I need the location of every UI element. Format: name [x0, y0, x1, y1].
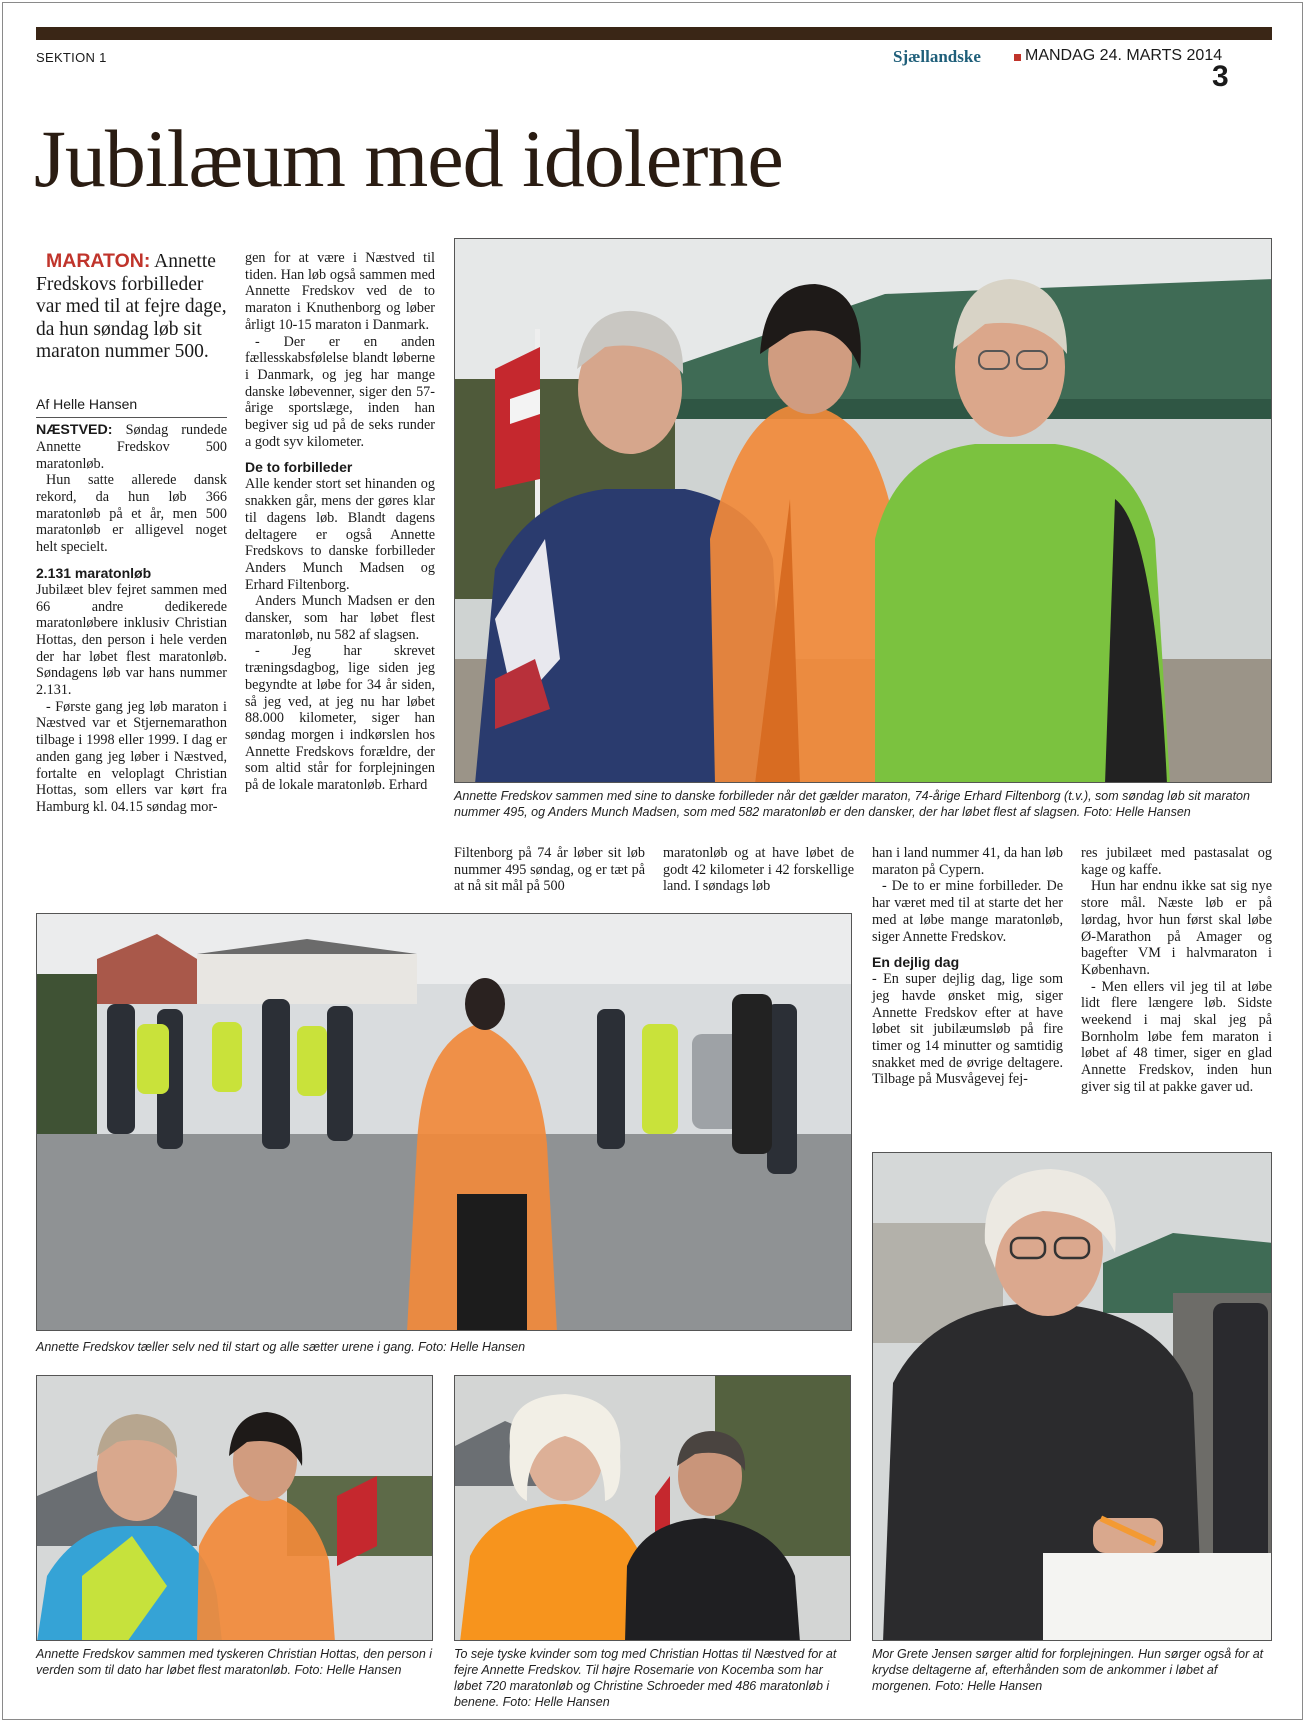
paragraph: maratonløb og at have løbet de godt 42 kilometer i 42 forskellige land. I søndags løb [663, 845, 854, 895]
subheading: En dejlig dag [872, 954, 960, 971]
article-column-4 [663, 845, 854, 895]
article-column-5 [872, 845, 1063, 1088]
paragraph: - Der er en anden fællesskabsfølelse blandt løberne i Danmark, og jeg har mange danske løbevenner, siger den 57-årige sportslæge, inden han begiver sig ud på de seks runder a godt syv kilometer. [245, 333, 435, 450]
paragraph: gen for at være i Næstved til tiden. Han løb også sammen med Annette Fredskov ved de to maraton i Knuthenborg og løber årligt 10-15 maraton i Danmark. [245, 250, 435, 333]
paragraph: NÆSTVED: Søndag rundede Annette Fredskov 500 maratonløb. [36, 422, 227, 472]
caption-start-photo: Annette Fredskov tæller selv ned til start og alle sætter urene i gang. Foto: Helle Hansen [36, 1340, 526, 1354]
paragraph: res jubilæet med pastasalat og kage og kaffe. [1081, 845, 1272, 878]
dateline: NÆSTVED: [36, 422, 113, 439]
issue-date: MANDAG 24. MARTS 2014 [1025, 47, 1223, 64]
article-column-6 [1081, 845, 1272, 1096]
lead-text: Annette Fredskovs forbilleder var med til at fejre dage, da hun søndag løb sit maraton nummer 500. [36, 251, 227, 362]
photo-start-crowd [36, 913, 852, 1331]
newspaper-name: Sjællandske [893, 47, 981, 66]
paragraph: - Jeg har skrevet træningsdagbog, lige siden jeg begyndte at løbe for 34 år siden, så jeg ved, at jeg nu har løbet 88.000 kilometer, siger han søndag morgen i indkørslen hos Annette Fredskovs forældre, der som altid står for forplejningen på de lokale maratonløb. Erhard [245, 643, 435, 794]
top-rule [36, 27, 1272, 40]
paragraph: Filtenborg på 74 år løber sit løb nummer 495 søndag, og er tæt på at nå sit mål på 500 [454, 845, 645, 895]
paragraph: - Men ellers vil jeg til at løbe lidt flere længere løb. Sidste weekend i maj skal jeg på Bornholm løbe fem maraton i løbet af 48 timer, siger en glad Annette Fredskov, inden hun giver sig til at pakke gaver ud. [1081, 978, 1272, 1095]
lead-paragraph [36, 250, 227, 364]
paragraph: Jubilæet blev fejret sammen med 66 andre dedikerede maratonløbere inklusiv Christian Hottas, den person i hele verden der har løbet flest maratonløb. Søndagens løb var hans nummer 2.131. [36, 581, 227, 699]
paragraph: Anders Munch Madsen er den dansker, som har løbet flest maratonløb, nu 582 af slagsen. [245, 593, 435, 643]
paragraph: Alle kender stort set hinanden og snakken går, mens der gøres klar til dagens løb. Blandt dagens deltagere er også Annette Fredskovs to danske forbilleder Anders Munch Madsen og Erhard Filtenborg. [245, 476, 435, 593]
caption-women-photo: To seje tyske kvinder som tog med Christian Hottas til Næstved for at fejre Annette Fredskov. Til højre Rosemarie von Kocemba som har løbet 720 maratonløb og Christine Schroeder med 486 maratonløb i benene. Foto: Helle Hansen [454, 1647, 837, 1709]
subheading: 2.131 maratonløb [36, 564, 152, 581]
photo-start-image [37, 914, 852, 1331]
article-column-2 [245, 250, 435, 794]
photo-hottas-image [37, 1376, 433, 1641]
article-column-1 [36, 250, 227, 816]
photo-mother [872, 1152, 1272, 1641]
caption-mother-photo: Mor Grete Jensen sørger altid for forplejningen. Hun sørger også for at krydse deltagerne af, efterhånden som de ankommer i løbet af morgenen. Foto: Helle Hansen [872, 1647, 1264, 1693]
byline: Af Helle Hansen [36, 396, 227, 419]
photo-women-image [455, 1376, 851, 1641]
paragraph: - De to er mine forbilleder. De har været med til at starte det her med at løbe mange maratonløb, siger Annette Fredskov. [872, 878, 1063, 945]
photo-main-three-runners [454, 238, 1272, 783]
photo-main-image [455, 239, 1272, 783]
photo-mother-image [873, 1153, 1272, 1641]
page-number: 3 [1212, 60, 1229, 93]
caption-main-photo: Annette Fredskov sammen med sine to danske forbilleder når det gælder maraton, 74-årige Erhard Filtenborg (t.v.), som søndag løb sit maraton nummer 495, og Anders Munch Madsen, som med 582 maratonløb er den dansker, der har løbet flest af slagsen. Foto: Helle Hansen [454, 789, 1250, 819]
paragraph: - En super dejlig dag, lige som jeg havde ønsket mig, siger Annette Fredskov efter at have løbet sit jubilæumsløb på fire timer og 14 minutter og samtidig snakket med de øvrige deltagere. Tilbage på Musvågevej fej- [872, 971, 1063, 1088]
paragraph: Hun har endnu ikke sat sig nye store mål. Næste løb er på lørdag, hvor hun først skal løbe Ø-Marathon på Amager og bagefter VM i halvmaraton i København. [1081, 878, 1272, 978]
kicker: MARATON: [46, 250, 151, 272]
headline: Jubilæum med idolerne [34, 113, 783, 204]
paragraph: - Første gang jeg løb maraton i Næstved var et Stjernemarathon tilbage i 1998 eller 1999. I dag er anden gang jeg løber i Næstved, fortalte en veloplagt Christian Hottas, som ellers var kørt fra Hamburg kl. 04.15 søndag mor- [36, 698, 227, 815]
caption-hottas-photo: Annette Fredskov sammen med tyskeren Christian Hottas, den person i verden som til dato har løbet flest maratonløb. Foto: Helle Hansen [36, 1647, 433, 1677]
article-column-3 [454, 845, 645, 895]
paragraph: han i land nummer 41, da han løb maraton på Cypern. [872, 845, 1063, 878]
paragraph: Hun satte allerede dansk rekord, da hun løb 366 maratonløb på et år, men 500 maratonløb er alligevel noget helt specielt. [36, 472, 227, 556]
separator-square-icon [1014, 54, 1021, 61]
photo-german-women [454, 1375, 851, 1641]
photo-hottas [36, 1375, 433, 1641]
section-label: SEKTION 1 [36, 50, 107, 65]
subheading: De to forbilleder [245, 459, 353, 476]
